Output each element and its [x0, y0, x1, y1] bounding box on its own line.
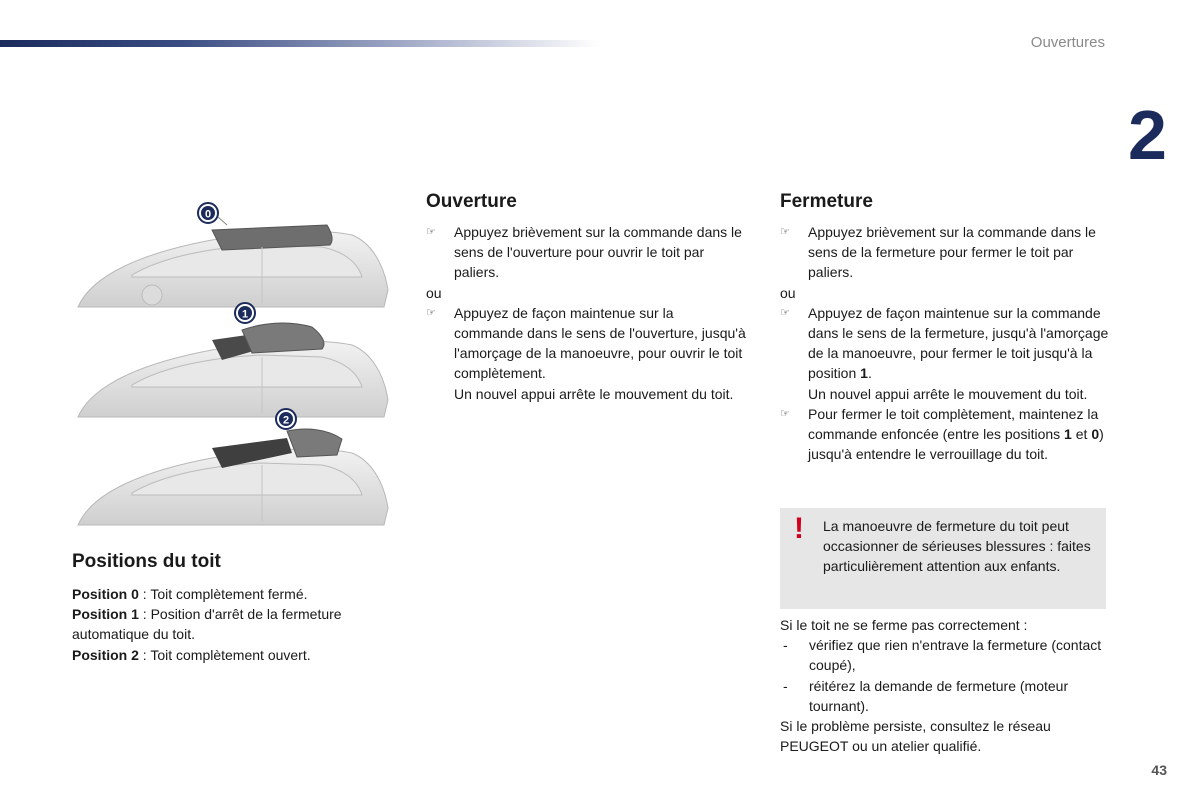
- roof-positions-illustration: [72, 195, 394, 530]
- marker-1-label: 1: [241, 308, 249, 321]
- marker-0-label: 0: [204, 208, 212, 221]
- fermeture-title: Fermeture: [780, 191, 873, 212]
- positions-title: Positions du toit: [72, 551, 221, 572]
- pointing-hand-icon: ☞: [780, 306, 790, 319]
- ouverture-bullet-1: ☞ Appuyez brièvement sur la commande dans le sens de l'ouverture pour ouvrir le toit par paliers.: [426, 224, 742, 281]
- chapter-number: 2: [1128, 96, 1167, 174]
- pointing-hand-icon: ☞: [780, 226, 790, 238]
- position-1-label: Position 1: [72, 606, 139, 623]
- position-2-line: [72, 645, 392, 665]
- fermeture-section: [780, 190, 1110, 464]
- marker-2-label: 2: [282, 414, 290, 427]
- ouverture-section: [426, 190, 746, 404]
- car-position-0: [78, 203, 388, 307]
- car-position-2: [78, 409, 388, 525]
- position-0-marker: [198, 203, 218, 223]
- position-2-label: Position 2: [72, 646, 139, 663]
- ouverture-bullet-2: ☞ Appuyez de façon maintenue sur la commande dans le sens de l'ouverture, jusqu'à l'amorçage de la manoeuvre, pour ouvrir le toit complètement. Un nouvel appui arrête le mouvement du toit.: [426, 304, 746, 402]
- page-number: 43: [1151, 762, 1167, 778]
- warning-box: [780, 508, 1106, 609]
- pointing-hand-icon: ☞: [426, 306, 436, 319]
- troubleshoot-section: [780, 615, 1110, 756]
- ouverture-or: ou: [426, 284, 442, 301]
- header-color-bar: [0, 40, 600, 47]
- fermeture-or: ou: [780, 284, 796, 301]
- position-1-text: : Position d'arrêt de la fermeture automatique du toit.: [72, 606, 342, 643]
- fermeture-bullet-2: ☞ Appuyez de façon maintenue sur la commande dans le sens de la fermeture, jusqu'à l'amorçage de la manoeuvre, pour fermer le toit jusqu'à la position 1. Un nouvel appui arrête le mouvement du toit.: [780, 304, 1109, 402]
- position-0-text: : Toit complètement fermé.: [138, 586, 308, 602]
- warning-icon: !: [794, 512, 804, 545]
- position-0-line: [72, 584, 392, 604]
- position-2-text: : Toit complètement ouvert.: [138, 646, 311, 663]
- troubleshoot-intro: Si le toit ne se ferme pas correctement :: [780, 617, 1028, 633]
- section-title: Ouvertures: [1030, 34, 1105, 51]
- position-0-label: Position 0: [72, 586, 139, 602]
- fermeture-bullet-3: ☞ Pour fermer le toit complètement, maintenez la commande enfoncée (entre les positions 1 et 0) jusqu'à entendre le verrouillage du toit.: [780, 405, 1104, 463]
- position-1-marker: [235, 303, 255, 323]
- fermeture-bullet-1: ☞ Appuyez brièvement sur la commande dans le sens de la fermeture pour fermer le toit par paliers.: [780, 224, 1096, 281]
- position-1-line: [72, 604, 392, 644]
- positions-section: [72, 550, 392, 665]
- pointing-hand-icon: ☞: [780, 407, 790, 420]
- position-2-marker: [276, 409, 296, 429]
- warning-text: La manoeuvre de fermeture du toit peut occasionner de sérieuses blessures : faites particulièrement attention aux enfants.: [823, 518, 1091, 575]
- troubleshoot-item-1: - vérifiez que rien n'entrave la fermeture (contact coupé),: [783, 637, 1102, 674]
- ouverture-title: Ouverture: [426, 191, 517, 212]
- troubleshoot-item-2: - réitérez la demande de fermeture (moteur tournant).: [783, 677, 1069, 714]
- car-position-1: [78, 303, 388, 417]
- pointing-hand-icon: ☞: [426, 226, 436, 238]
- troubleshoot-outro: Si le problème persiste, consultez le réseau PEUGEOT ou un atelier qualifié.: [780, 718, 1051, 755]
